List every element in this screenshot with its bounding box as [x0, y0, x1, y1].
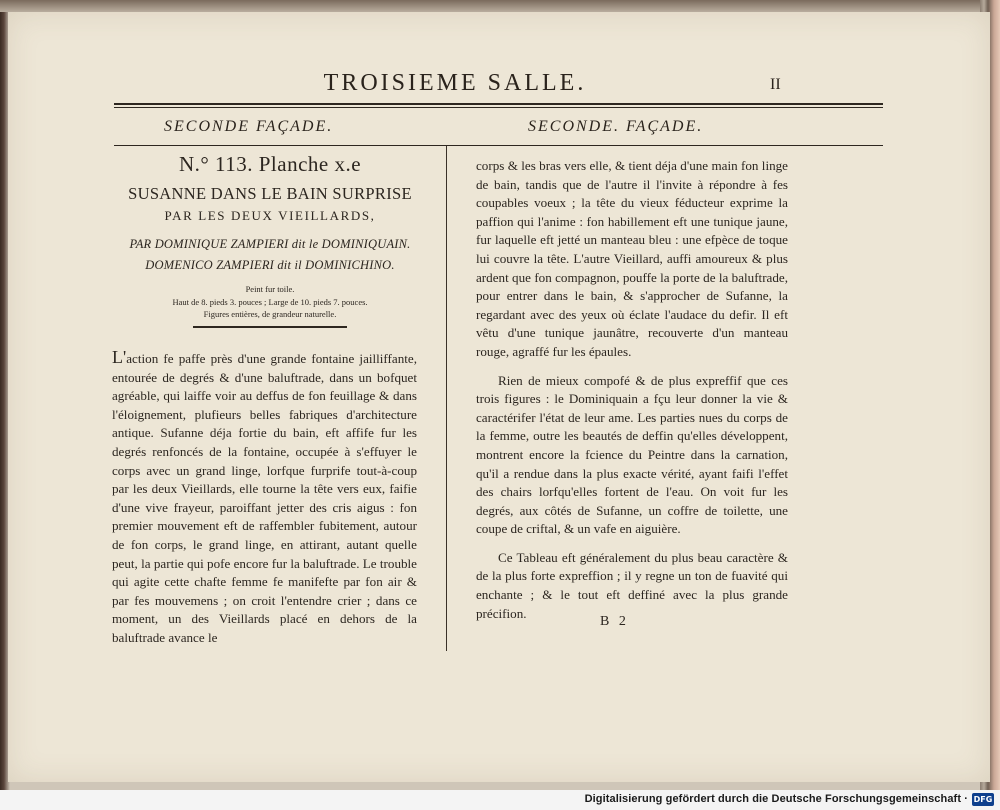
right-paragraph-1: corps & les bras vers elle, & tient déja d'une main fon linge de bain, tandis que de l'autre il l'invite à répondre à fes coupables voeux ; la tête du vieux féducteur exprime la paffion qui l'anime : fon habillement eft une tunique jaune, fur laquelle eft jetté un manteau bleu : une efpèce de toque lui couvre la tête. L'autre Vieillard, auffi amoureux & plus ardent que fon compagnon, pouffe la porte de la baluftrade, pour entrer dans le bain, & s'approcher de Sufanne, la regardant avec des yeux où éclate l'audace du defir. Il eft vêtu d'une tunique jaunâtre, recouverte d'un manteau rouge, agraffé fur les épaules. — [476, 158, 788, 359]
funding-credit: Digitalisierung gefördert durch die Deutsche Forschungsgemeinschaft · — [584, 793, 968, 805]
header-double-rule — [114, 103, 883, 108]
left-paragraph: action fe paffe près d'une grande fontaine jailliffante, entourée de degrés & d'une baluftrade, dans un bofquet agréable, qui laiffe voir au deffus de fon feuillage & dans l'éloignement, plufieurs belles fabriques d'architecture antique. Sufanne déja fortie du bain, eft affife fur les degrés renfoncés de la fontaine, occupée à s'effuyer le corps avec un grand linge, lorfque furprife tout-à-coup par les deux Vieillards, elle tourne la tête vers eux, faifie d'une vive frayeur, paroiffant jetter des cris aigus : fon premier mouvement eft de raffembler fubitement, autour de fon corps, le grand linge, en attirant, autant quelle peut, la partie qui pofe encore fur la baluftrade. Le trouble qui agite cette chafte femme fe manifefte par fon air & par fes mouvemens ; on croit l'entendre crier ; dans ce moment, un des Vieillards placé en dehors de la baluftrade avance le — [112, 351, 417, 645]
left-body-text — [112, 348, 417, 648]
drop-cap: L' — [112, 347, 127, 367]
plate-number: N.° 113. Planche x.e — [178, 152, 362, 176]
column-divider — [446, 146, 447, 651]
running-title: TROISIEME SALLE. — [323, 70, 587, 96]
plate-caption — [112, 152, 428, 331]
book-top-edge — [0, 0, 1000, 12]
caption-rule — [193, 326, 347, 331]
painter-french: PAR DOMINIQUE ZAMPIERI dit le DOMINIQUAIN. — [129, 237, 411, 251]
column-heading-rule — [114, 145, 883, 146]
left-column-heading: SECONDE FAÇADE. — [164, 118, 334, 135]
right-paragraph-3: Ce Tableau eft généralement du plus beau caractère & de la plus forte expreffion ; il y regne un ton de fuavité qui enchante ; & le tout eft deffiné avec la plus grande précifion. — [476, 549, 788, 621]
dfg-logo: DFG — [973, 795, 993, 804]
medium-note: Peint fur toile. — [245, 284, 295, 294]
subject-title: SUSANNE DANS LE BAIN SURPRISE — [128, 184, 412, 203]
signature-mark: B 2 — [600, 614, 629, 629]
figures-note: Figures entières, de grandeur naturelle. — [203, 309, 337, 319]
subject-subtitle: PAR LES DEUX VIEILLARDS, — [164, 208, 376, 223]
right-paragraph-2: Rien de mieux compofé & de plus expreffif que ces trois figures : le Dominiquain a fçu leur donner la vie & caractérifer l'état de leur ame. Les parties nues du corps de la femme, outre les beautés de deffin qu'elles développent, montrent encore la fcience du Peintre dans la carnation, qu'il a rendue dans la plus exacte vérité, ayant faifi l'effet des chairs lorfqu'elles fortent de l'eau. On voit fur les degrés, aux côtés de Sufanne, un coffre de toilette, une coupe de criftal, & un vafe en aiguière. — [476, 372, 788, 537]
page-number: II — [770, 76, 781, 93]
dimensions-note: Haut de 8. pieds 3. pouces ; Large de 10. pieds 7. pouces. — [172, 296, 368, 307]
right-column-heading: SECONDE. FAÇADE. — [528, 118, 704, 135]
painter-italian: DOMENICO ZAMPIERI dit il DOMINICHINO. — [145, 258, 395, 272]
right-body-text — [476, 157, 788, 623]
